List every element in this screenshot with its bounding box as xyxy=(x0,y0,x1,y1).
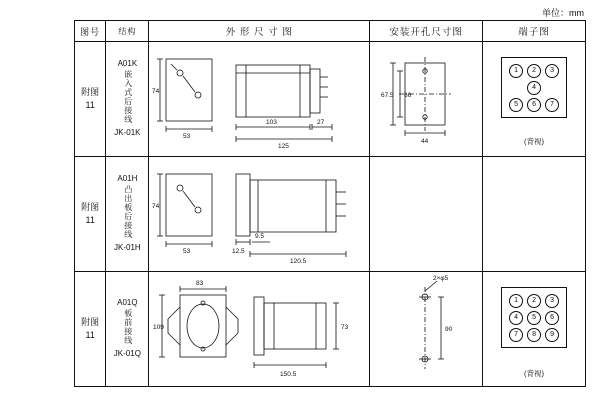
terminal-box xyxy=(501,57,567,118)
row-terminal-diagram xyxy=(483,42,586,157)
terminal-number: 2 xyxy=(527,294,541,308)
terminal-number: 7 xyxy=(509,328,523,342)
terminal-number: 9 xyxy=(545,328,559,342)
outline-drawing-a01k xyxy=(150,43,366,155)
dim-label: 74 xyxy=(152,88,160,95)
row-outline-drawing xyxy=(149,42,370,157)
terminal-number: 7 xyxy=(545,98,559,112)
row-terminal-diagram xyxy=(483,272,586,387)
dim-label: 125 xyxy=(278,143,290,150)
dim-label: 53 xyxy=(183,248,191,255)
dim-label: 53 xyxy=(183,133,191,140)
row-outline-drawing xyxy=(149,272,370,387)
row-drawing-no: 附图 11 xyxy=(75,42,106,157)
row-mounting-hole xyxy=(370,42,483,157)
table-header-row xyxy=(75,21,586,42)
row-mounting-hole xyxy=(370,157,483,272)
dim-label: 83 xyxy=(196,280,204,287)
terminal-number: 3 xyxy=(545,294,559,308)
dim-label: 103 xyxy=(266,119,278,126)
dim-label: 27 xyxy=(317,119,325,126)
terminal-blank xyxy=(546,82,558,94)
terminal-number: 1 xyxy=(509,294,523,308)
terminal-number: 5 xyxy=(509,98,523,112)
row-structure xyxy=(106,157,149,272)
structure-code: JK-01Q xyxy=(113,348,141,358)
mounting-hole-a01q xyxy=(371,273,479,385)
structure-name: A01H xyxy=(117,174,138,184)
terminal-number: 6 xyxy=(545,311,559,325)
specification-table xyxy=(74,20,586,387)
hole-label: 44 xyxy=(421,138,429,145)
structure-desc: 板前接线 xyxy=(123,309,133,346)
header-structure: 结构 xyxy=(106,21,149,42)
outline-drawing-a01h xyxy=(150,158,366,270)
structure-desc: 嵌入式后接线 xyxy=(123,70,133,125)
terminal-caption: (背视) xyxy=(524,137,545,146)
terminal-number: 3 xyxy=(545,64,559,78)
outline-drawing-a01q xyxy=(150,273,366,385)
terminal-number: 6 xyxy=(527,98,541,112)
header-drawing-no: 图号 xyxy=(75,21,106,42)
dim-label: 73 xyxy=(341,324,349,331)
terminal-box xyxy=(501,287,567,348)
row-drawing-no: 附图 11 xyxy=(75,157,106,272)
header-mounting-hole: 安装开孔尺寸图 xyxy=(370,21,483,42)
row-structure xyxy=(106,42,149,157)
dim-label: 109 xyxy=(153,324,165,331)
hole-label: 67.5 xyxy=(381,92,394,99)
terminal-number: 1 xyxy=(509,64,523,78)
hole-label: 66 xyxy=(404,92,412,99)
terminal-number: 8 xyxy=(527,328,541,342)
dim-label: 9.5 xyxy=(255,233,265,240)
row-structure xyxy=(106,272,149,387)
structure-code: JK-01H xyxy=(114,242,141,252)
row-drawing-no: 附图 11 xyxy=(75,272,106,387)
table-row xyxy=(75,272,586,387)
mounting-hole-a01k xyxy=(371,43,479,155)
dim-label: 150.5 xyxy=(280,371,297,378)
unit-note: 单位：mm xyxy=(542,8,584,18)
table-row xyxy=(75,157,586,272)
row-mounting-hole xyxy=(370,272,483,387)
structure-desc: 凸出板后接线 xyxy=(123,185,133,240)
structure-code: JK-01K xyxy=(114,127,141,137)
structure-name: A01K xyxy=(117,59,138,69)
hole-label: 90 xyxy=(445,326,453,333)
row-terminal-diagram xyxy=(483,157,586,272)
dim-label: 12.5 xyxy=(232,248,246,255)
terminal-caption: (背视) xyxy=(524,369,545,378)
header-outline-dimensions: 外 形 尺 寸 图 xyxy=(149,21,370,42)
dim-label: 74 xyxy=(152,203,160,210)
terminal-number: 4 xyxy=(527,81,541,95)
row-outline-drawing xyxy=(149,157,370,272)
structure-name: A01Q xyxy=(117,298,138,308)
hole-label: 2×φ5 xyxy=(433,275,449,282)
terminal-number: 5 xyxy=(527,311,541,325)
terminal-blank xyxy=(510,82,522,94)
dim-label: 120.5 xyxy=(290,258,307,265)
terminal-number: 4 xyxy=(509,311,523,325)
header-terminal-diagram: 端子图 xyxy=(483,21,586,42)
table-row xyxy=(75,42,586,157)
terminal-number: 2 xyxy=(527,64,541,78)
